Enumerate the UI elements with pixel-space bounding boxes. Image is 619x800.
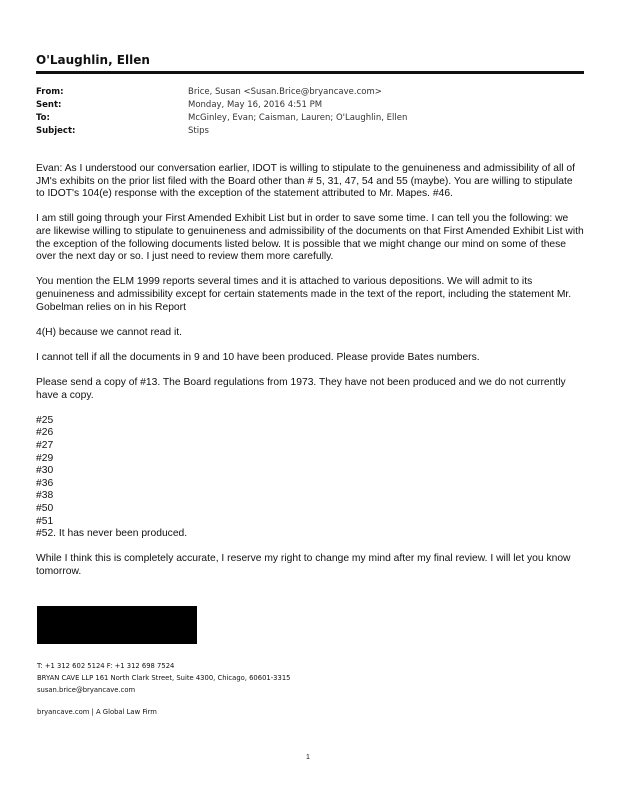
body-paragraph: I cannot tell if all the documents in 9 and 10 have been produced. Please provide Bates numbers. (36, 351, 480, 363)
exhibit-list-item: #50 (36, 503, 54, 515)
exhibit-list-item: #25 (36, 414, 54, 426)
signature-address: BRYAN CAVE LLP 161 North Clark Street, Suite 4300, Chicago, 60601-3315 (37, 674, 291, 682)
exhibit-list (36, 415, 584, 541)
email-header (36, 86, 407, 138)
from-label: From: (36, 87, 64, 97)
signature-email[interactable]: susan.brice@bryancave.com (37, 686, 136, 694)
page-number: 1 (306, 754, 310, 761)
exhibit-list-item: #38 (36, 490, 54, 502)
header-rule (36, 71, 584, 74)
body-paragraph: Please send a copy of #13. The Board regulations from 1973. They have not been produced and we do not currently have a copy. (36, 377, 566, 401)
exhibit-list-item: #51 (36, 515, 54, 527)
email-body (36, 163, 584, 591)
exhibit-list-item: #29 (36, 452, 54, 464)
sent-label: Sent: (36, 100, 62, 110)
from-row (36, 86, 407, 99)
exhibit-list-item: #36 (36, 477, 54, 489)
exhibit-list-item: #30 (36, 465, 54, 477)
redaction-box (37, 606, 197, 644)
exhibit-list-item: #26 (36, 427, 54, 439)
sent-value: Monday, May 16, 2016 4:51 PM (188, 100, 323, 110)
signature-website[interactable]: bryancave.com | A Global Law Firm (37, 708, 157, 716)
sent-row (36, 99, 407, 112)
to-label: To: (36, 113, 50, 123)
exhibit-list-item: #27 (36, 440, 54, 452)
subject-label: Subject: (36, 126, 76, 136)
to-value: McGinley, Evan; Caisman, Lauren; O'Laughlin, Ellen (188, 113, 408, 123)
subject-row (36, 125, 407, 138)
subject-value: Stips (188, 126, 209, 136)
from-value: Brice, Susan <Susan.Brice@bryancave.com> (188, 87, 382, 97)
body-paragraph: Evan: As I understood our conversation earlier, IDOT is willing to stipulate to the genuineness and admissibility of all of JM's exhibits on the prior list filed with the Board other than # 5, 31, 47, 54 and 55 (maybe). You are willing to stipulate to IDOT's 104(e) response with the exception of the statement attributed to Mr. Mapes. #46. (36, 163, 575, 200)
exhibit-list-item: #52. It has never been produced. (36, 528, 188, 540)
body-paragraph: I am still going through your First Amended Exhibit List but in order to save some time. I can tell you the following: we are likewise willing to stipulate to genuineness and admissibility of the documents on that First Amended Exhibit List with the exception of the following documents listed below. It is possible that we might change our mind on some of these over the next day or so. I just need to review them more carefully. (36, 213, 584, 263)
mailbox-owner-name: O'Laughlin, Ellen (36, 53, 150, 67)
body-paragraph: While I think this is completely accurate, I reserve my right to change my mind after my final review. I will let you know tomorrow. (36, 553, 571, 577)
signature-block (37, 660, 290, 696)
body-paragraph: You mention the ELM 1999 reports several times and it is attached to various depositions. We will admit to its genuineness and admissibility except for certain statements made in the text of the report, including the statement Mr. Gobelman relies on in his Report (36, 276, 572, 313)
body-paragraph: 4(H) because we cannot read it. (36, 326, 182, 338)
signature-phone: T: +1 312 602 5124 F: +1 312 698 7524 (37, 662, 175, 670)
to-row (36, 112, 407, 125)
